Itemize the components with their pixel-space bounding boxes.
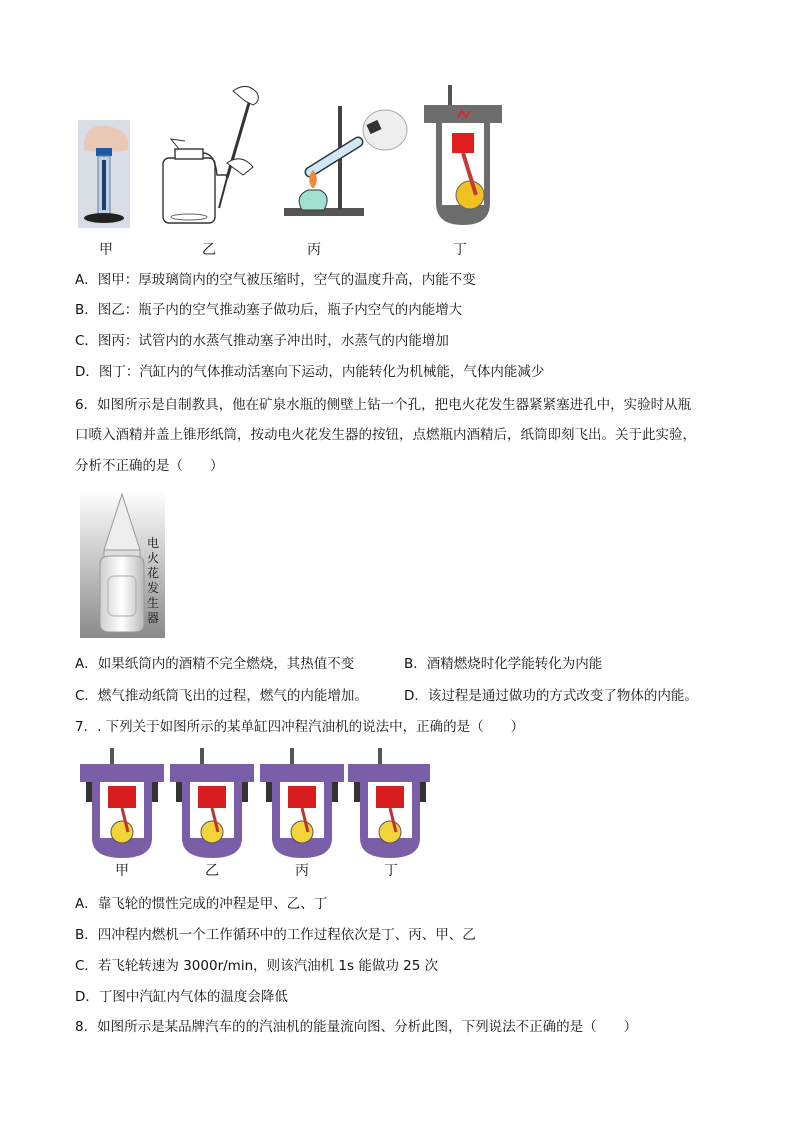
q6-label-char-2: 火 (146, 551, 159, 565)
q6-label-char-4: 发 (146, 581, 159, 595)
fig-q5-yi (157, 83, 267, 228)
q6-stem-line-1: 6．如图所示是自制教具，他在矿泉水瓶的侧壁上钻一个孔，把电火花发生器紧紧塞进孔中，实验时从瓶 (75, 397, 692, 413)
fig-q7-engines (78, 748, 430, 860)
q7-option-c: C．若飞轮转速为 3000r/min，则该汽油机 1s 能做功 25 次 (75, 958, 439, 974)
fig-q5-bing (280, 92, 410, 227)
fig-q5-jia (78, 120, 130, 228)
q6-option-b: B．酒精燃烧时化学能转化为内能 (404, 656, 603, 672)
q7-option-a: A．靠飞轮的惯性完成的冲程是甲、乙、丁 (75, 896, 328, 912)
q5-caption-bing: 丙 (307, 242, 321, 258)
q8-stem: 8．如图所示是某品牌汽车的的汽油机的能量流向图、分析此图，下列说法不正确的是（ ） (75, 1019, 638, 1035)
q6-stem-line-2: 口喷入酒精并盖上锥形纸筒，按动电火花发生器的按钮，点燃瓶内酒精后，纸筒即刻飞出。关于此实验， (75, 427, 696, 443)
q7-stem: 7．. 下列关于如图所示的某单缸四冲程汽油机的说法中，正确的是（ ） (75, 719, 525, 735)
q6-label-char-1: 电 (146, 536, 159, 550)
q6-stem-line-3: 分析不正确的是（ ） (75, 458, 224, 474)
q6-option-a: A．如果纸筒内的酒精不完全燃烧，其热值不变 (75, 656, 355, 672)
q6-label-char-5: 生 (146, 596, 159, 610)
q6-option-c: C．燃气推动纸筒飞出的过程，燃气的内能增加。 (75, 688, 368, 704)
q7-caption-ding: 丁 (384, 863, 398, 879)
q7-caption-bing: 丙 (295, 863, 309, 879)
q7-option-b: B．四冲程内燃机一个工作循环中的工作过程依次是丁、丙、甲、乙 (75, 927, 476, 943)
q7-caption-yi: 乙 (205, 863, 219, 879)
q5-option-b: B．图乙：瓶子内的空气推动塞子做功后，瓶子内空气的内能增大 (75, 302, 463, 318)
q5-caption-ding: 丁 (453, 242, 467, 258)
q6-label-char-6: 器 (146, 611, 159, 625)
q6-option-d: D．该过程是通过做功的方式改变了物体的内能。 (404, 688, 698, 704)
q5-option-d: D．图丁：汽缸内的气体推动活塞向下运动，内能转化为机械能，气体内能减少 (75, 364, 545, 380)
q5-option-a: A．图甲：厚玻璃筒内的空气被压缩时，空气的温度升高，内能不变 (75, 272, 476, 288)
q5-option-c: C．图丙：试管内的水蒸气推动塞子冲出时，水蒸气的内能增加 (75, 333, 449, 349)
q7-caption-jia: 甲 (115, 863, 129, 879)
q5-caption-yi: 乙 (202, 242, 216, 258)
q7-option-d: D．丁图中汽缸内气体的温度会降低 (75, 989, 288, 1005)
q6-label-char-3: 花 (146, 566, 159, 580)
q5-caption-jia: 甲 (99, 242, 113, 258)
fig-q5-ding (418, 83, 508, 228)
